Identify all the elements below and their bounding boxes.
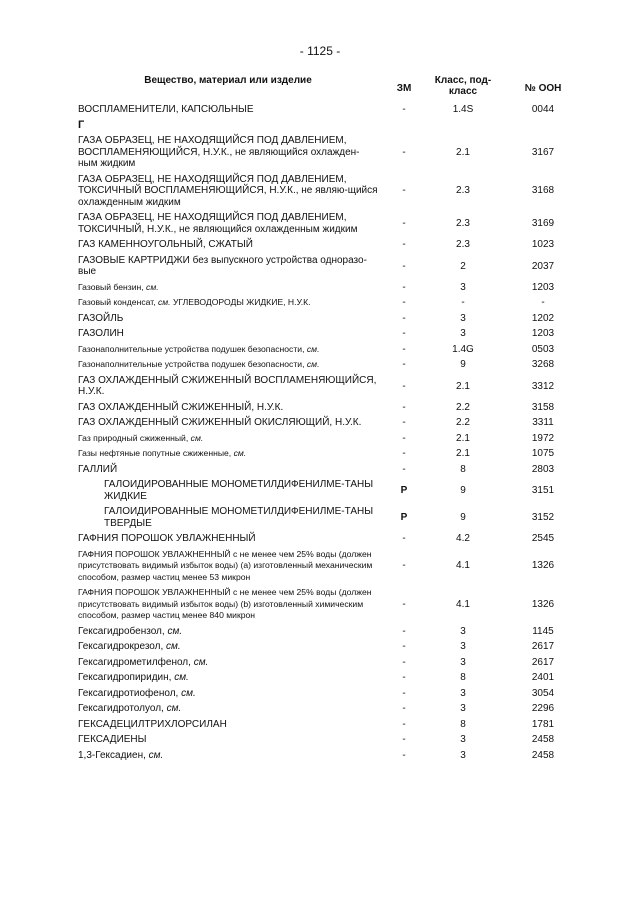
row-un: 3169 xyxy=(531,218,555,229)
row-class: 3 xyxy=(460,703,466,715)
row-un: 1202 xyxy=(531,312,555,324)
row-un: 3152 xyxy=(531,512,555,523)
row-class: 2.1 xyxy=(456,432,470,444)
header-class: Класс, под-класс xyxy=(434,75,492,97)
table-row xyxy=(78,670,580,686)
row-class: 3 xyxy=(460,641,466,653)
table-body xyxy=(78,102,580,763)
table-row xyxy=(78,373,580,400)
row-class: 3 xyxy=(460,328,466,340)
row-zm: - xyxy=(402,598,406,610)
row-name: ВОСПЛАМЕНИТЕЛИ, КАПСЮЛЬНЫЕ xyxy=(78,104,254,115)
table-row xyxy=(78,504,580,531)
row-name: Гексагидротиофенол, см. xyxy=(78,687,196,699)
row-name: ГАЛОИДИРОВАННЫЕ МОНОМЕТИЛДИФЕНИЛМЕ-ТАНЫ ТВЕРДЫЕ xyxy=(104,506,374,529)
row-class: 2.3 xyxy=(456,185,470,197)
row-zm: - xyxy=(402,281,406,293)
row-un: 3168 xyxy=(531,185,555,197)
row-name: Газонаполнительные устройства подушек безопасности, см. xyxy=(78,343,320,354)
row-class: 4.1 xyxy=(456,598,470,610)
row-name: 1,3-Гексадиен, см. xyxy=(78,749,164,761)
row-zm: - xyxy=(402,146,406,158)
row-name: ГАЗА ОБРАЗЕЦ, НЕ НАХОДЯЩИЙСЯ ПОД ДАВЛЕНИЕМ, ТОКСИЧНЫЙ, Н.У.К., не являющийся охлажденным жидким xyxy=(78,212,358,235)
table-row xyxy=(78,462,580,478)
row-zm: - xyxy=(402,328,406,340)
row-name: Газ природный сжиженный, см. xyxy=(78,432,204,443)
row-class: 4.1 xyxy=(456,560,470,572)
row-name: ГАЗОЛИН xyxy=(78,328,124,339)
row-un: 1972 xyxy=(531,432,555,444)
table-row xyxy=(78,253,580,280)
row-name: Гексагидрометилфенол, см. xyxy=(78,656,209,668)
row-zm: - xyxy=(402,185,406,197)
table-row xyxy=(78,357,580,373)
row-name: ГАЗ КАМЕННОУГОЛЬНЫЙ, СЖАТЫЙ xyxy=(78,239,253,250)
row-un: 1203 xyxy=(531,328,555,340)
table-row xyxy=(78,639,580,655)
table-row xyxy=(78,701,580,717)
row-name: Гексагидробензол, см. xyxy=(78,625,183,637)
row-zm: - xyxy=(402,104,406,116)
row-zm: - xyxy=(402,448,406,460)
row-un: 3311 xyxy=(532,417,554,429)
row-name: ГАЗОВЫЕ КАРТРИДЖИ без выпускного устройства одноразо-вые xyxy=(78,254,367,277)
row-un: 1023 xyxy=(531,239,555,251)
table-header xyxy=(78,75,580,99)
row-name: ГАЛЛИЙ xyxy=(78,463,118,475)
row-un: 1075 xyxy=(531,448,555,460)
row-zm: - xyxy=(402,260,406,272)
row-class: 3 xyxy=(460,312,466,324)
row-zm: - xyxy=(402,343,406,355)
table-row xyxy=(78,400,580,416)
row-name: ГАЗ ОХЛАЖДЕННЫЙ СЖИЖЕННЫЙ ОКИСЛЯЮЩИЙ, Н.У.К. xyxy=(78,417,362,428)
table-row xyxy=(78,624,580,640)
row-name: ГЕКСАДИЕНЫ xyxy=(78,734,147,745)
header-un: № ООН xyxy=(524,83,562,94)
row-zm: - xyxy=(402,432,406,444)
row-zm: - xyxy=(402,672,406,684)
row-name: Газовый конденсат, см. УГЛЕВОДОРОДЫ ЖИДКИЕ, Н.У.К. xyxy=(78,297,311,307)
row-class: 2.3 xyxy=(456,239,470,251)
row-zm: - xyxy=(402,380,406,392)
header-name: Вещество, материал или изделие xyxy=(144,75,312,86)
table-row xyxy=(78,118,580,134)
row-zm: - xyxy=(402,218,406,229)
row-zm: Р xyxy=(400,485,408,496)
row-class: 2.1 xyxy=(456,448,470,460)
row-zm: - xyxy=(402,703,406,715)
table-row xyxy=(78,431,580,447)
row-un: 1203 xyxy=(531,281,555,293)
row-un: 1326 xyxy=(531,560,555,572)
row-name: ГАЗА ОБРАЗЕЦ, НЕ НАХОДЯЩИЙСЯ ПОД ДАВЛЕНИЕМ, ВОСПЛАМЕНЯЮЩИЙСЯ, Н.У.К., не являющийся охлажден-ным жидким xyxy=(78,135,360,169)
row-name: ГАЗА ОБРАЗЕЦ, НЕ НАХОДЯЩИЙСЯ ПОД ДАВЛЕНИЕМ, ТОКСИЧНЫЙ ВОСПЛАМЕНЯЮЩИЙСЯ, Н.У.К., не являю-щийся охлажденным жидким xyxy=(78,173,378,208)
table-row xyxy=(78,311,580,327)
row-class: - xyxy=(461,297,465,309)
row-name: ГАЗ ОХЛАЖДЕННЫЙ СЖИЖЕННЫЙ, Н.У.К. xyxy=(78,401,284,413)
row-zm: - xyxy=(402,734,406,746)
table-row xyxy=(78,133,580,172)
row-class: 2.3 xyxy=(456,218,470,229)
row-name: Гексагидрокрезол, см. xyxy=(78,641,181,652)
row-zm: - xyxy=(402,749,406,761)
table-row xyxy=(78,415,580,431)
row-zm: - xyxy=(402,297,406,309)
table-row xyxy=(78,748,580,764)
row-name: ГАЛОИДИРОВАННЫЕ МОНОМЕТИЛДИФЕНИЛМЕ-ТАНЫ ЖИДКИЕ xyxy=(104,479,374,502)
row-zm: - xyxy=(402,625,406,637)
row-zm: - xyxy=(402,239,406,251)
row-class: 3 xyxy=(460,687,466,699)
row-un: 3312 xyxy=(531,380,555,392)
row-name: Газовый бензин, см. xyxy=(78,281,159,292)
row-class: 2.2 xyxy=(456,417,470,429)
row-class: 1.4G xyxy=(452,343,474,355)
row-un: 3151 xyxy=(531,485,555,496)
row-un: 2458 xyxy=(531,749,555,761)
row-class: 3 xyxy=(460,656,466,668)
row-un: 2037 xyxy=(531,260,555,272)
row-name: Гексагидропиридин, см. xyxy=(78,672,189,683)
table-row xyxy=(78,295,580,311)
table-row xyxy=(78,477,580,504)
row-name: Газы нефтяные попутные сжиженные, см. xyxy=(78,448,247,458)
row-class: 2.1 xyxy=(456,380,470,392)
table-row xyxy=(78,280,580,296)
row-class: 4.2 xyxy=(456,533,470,545)
row-zm: - xyxy=(402,417,406,429)
row-name: ГАЗОЙЛЬ xyxy=(78,312,124,324)
row-un: 0503 xyxy=(531,343,555,355)
row-zm: - xyxy=(402,312,406,324)
row-un: 3054 xyxy=(531,687,555,699)
table-row xyxy=(78,342,580,358)
table-row xyxy=(78,717,580,733)
row-un: 2401 xyxy=(531,672,555,684)
row-name: ГАФНИЯ ПОРОШОК УВЛАЖНЕННЫЙ с не менее чем 25% воды (должен присутствовать видимый избыток воды) (b) изготовленный химическим способом, размер частиц менее 840 микрон xyxy=(78,587,372,620)
table-row xyxy=(78,102,580,118)
row-class: 2 xyxy=(460,260,466,272)
row-class: 8 xyxy=(460,672,466,684)
row-class: 3 xyxy=(460,749,466,761)
row-un: 0044 xyxy=(531,104,555,116)
row-un: 3167 xyxy=(531,146,555,158)
row-un: - xyxy=(541,297,545,309)
table-row xyxy=(78,446,580,462)
header-zm: ЗМ xyxy=(396,83,412,94)
row-zm: - xyxy=(402,687,406,699)
row-class: 3 xyxy=(460,625,466,637)
row-class: 2.2 xyxy=(456,401,470,413)
row-un: 2617 xyxy=(531,656,555,668)
row-un: 2458 xyxy=(531,734,555,746)
row-name: ГАФНИЯ ПОРОШОК УВЛАЖНЕННЫЙ xyxy=(78,533,256,544)
row-class: 3 xyxy=(460,281,466,293)
section-letter: Г xyxy=(78,118,85,131)
row-un: 1145 xyxy=(532,625,554,637)
page-number: - 1125 - xyxy=(299,44,341,58)
row-zm: - xyxy=(402,401,406,413)
row-zm: - xyxy=(402,718,406,730)
row-class: 8 xyxy=(460,718,466,730)
table-row xyxy=(78,237,580,253)
table-row xyxy=(78,531,580,547)
row-class: 2.1 xyxy=(456,146,470,158)
row-un: 3268 xyxy=(531,359,555,371)
row-un: 2545 xyxy=(531,533,555,545)
row-zm: - xyxy=(402,656,406,668)
row-zm: Р xyxy=(400,512,408,523)
table-row xyxy=(78,172,580,211)
row-class: 1.4S xyxy=(452,104,474,116)
row-zm: - xyxy=(402,463,406,475)
row-name: ГЕКСАДЕЦИЛТРИХЛОРСИЛАН xyxy=(78,718,227,730)
row-name: ГАЗ ОХЛАЖДЕННЫЙ СЖИЖЕННЫЙ ВОСПЛАМЕНЯЮЩИЙСЯ, Н.У.К. xyxy=(78,374,377,397)
row-zm: - xyxy=(402,641,406,653)
row-name: ГАФНИЯ ПОРОШОК УВЛАЖНЕННЫЙ с не менее чем 25% воды (должен присутствовать видимый избыток воды) (a) изготовленный механическим способом, размер частиц менее 53 микрон xyxy=(78,548,373,582)
table-row xyxy=(78,210,580,237)
row-class: 9 xyxy=(460,359,466,371)
row-zm: - xyxy=(402,533,406,545)
table-row xyxy=(78,686,580,702)
row-class: 9 xyxy=(460,512,466,523)
row-class: 8 xyxy=(460,463,466,475)
row-un: 3158 xyxy=(531,401,555,413)
row-un: 1326 xyxy=(531,598,555,610)
row-name: Газонаполнительные устройства подушек безопасности, см. xyxy=(78,359,320,369)
table-row xyxy=(78,326,580,342)
row-class: 3 xyxy=(460,734,466,746)
row-un: 2296 xyxy=(531,703,555,715)
table-row xyxy=(78,585,580,624)
row-un: 2803 xyxy=(531,463,555,475)
row-un: 1781 xyxy=(531,718,555,730)
table-row xyxy=(78,732,580,748)
table-row xyxy=(78,655,580,671)
row-zm: - xyxy=(402,359,406,371)
row-class: 9 xyxy=(460,485,466,496)
table-row xyxy=(78,547,580,586)
row-un: 2617 xyxy=(531,641,555,653)
row-name: Гексагидротолуол, см. xyxy=(78,703,182,714)
row-zm: - xyxy=(402,560,406,572)
